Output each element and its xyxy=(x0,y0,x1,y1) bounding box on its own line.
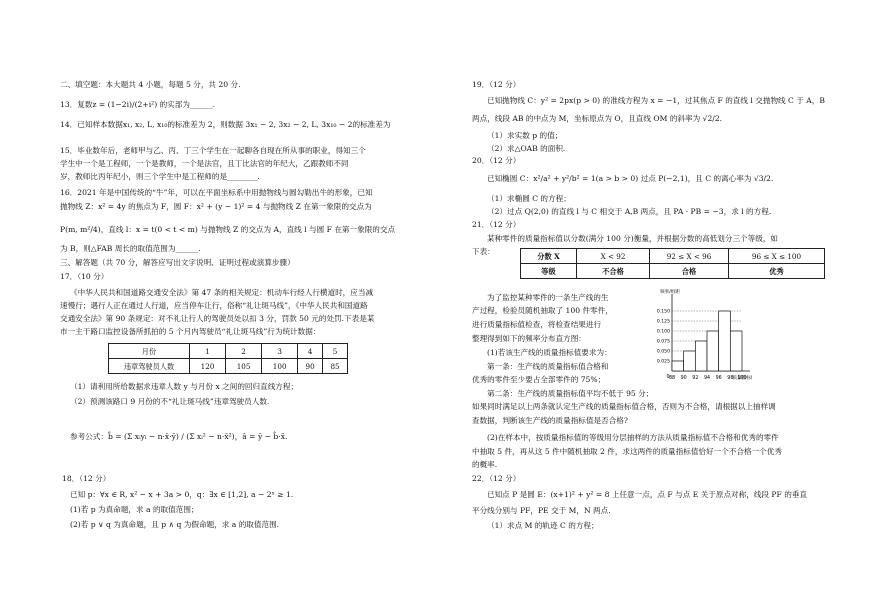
question-21-rest6: 的概率. xyxy=(472,460,498,469)
question-17-line1: 《中华人民共和国道路交通安全法》第 47 条的相关规定：机动车行经人行横道时，应当减 xyxy=(70,288,374,297)
question-14: 14．已知样本数据x₁, x₂, L, x₁₀的标准差为 2，则数据 3x₁ − 2, 3x₂ − 2, L, 3x₁₀ − 2的标准差为 xyxy=(60,120,391,129)
question-21-rest4: (2)在样本中，按质量指标值的等级用分层抽样的方法从质量指标值不合格和优秀的零件 xyxy=(487,433,779,442)
y-axis-label: 频率/组距 xyxy=(660,290,680,295)
y-tick-label: 0.125 xyxy=(656,319,670,325)
table-row xyxy=(521,264,825,279)
table-row xyxy=(521,249,825,264)
table-cell: 120 xyxy=(190,359,226,374)
table-cell: 2 xyxy=(226,344,262,359)
frequency-histogram xyxy=(646,288,752,384)
histogram-bar xyxy=(672,361,684,371)
table-cell: 5 xyxy=(323,344,348,359)
question-22-heading: 22．（12 分） xyxy=(472,474,521,483)
question-17-sub2: （2）预测该路口 9 月份的不“礼让斑马线”违章驾驶员人数. xyxy=(70,397,270,406)
origin-label: 0 xyxy=(666,375,670,380)
question-21-line2: 下表： xyxy=(472,247,495,256)
question-15-line3: 岁，教师比丙年纪小，则三个学生中是工程师的是________. xyxy=(60,172,260,181)
histogram-bar xyxy=(684,351,696,371)
question-17-line2: 速慢行；遇行人正在通过人行道，应当停车让行，俗称“礼让斑马线”，《中华人民共和国道路 xyxy=(60,301,368,310)
x-tick-label: 90 xyxy=(680,376,687,381)
table-cell: 100 xyxy=(262,359,298,374)
question-21-rest2: 如果同时满足以上两条就认定生产线的质量指标值合格，否则为不合格，请根据以上抽样调 xyxy=(472,402,776,411)
y-tick-label: 0.150 xyxy=(656,309,670,315)
formula-label: 参考公式： xyxy=(70,432,108,441)
question-16-line4: 为 B，则△FAB 周长的取值范围为______. xyxy=(60,244,201,253)
histogram-bar xyxy=(707,331,719,371)
histogram-svg xyxy=(646,288,752,384)
table-cell: 等级 xyxy=(521,264,577,279)
question-15-line2: 学生中一个是工程师，一个是教师，一个是法官，且丁比法官的年纪大，乙跟教师不同 xyxy=(60,159,349,168)
question-21-line1: 某种零件的质量指标值以分数(满分 100 分)衡量，并根据分数的高低划分三个等级，如 xyxy=(487,234,779,243)
question-18-line3: (2)若 p ∨ q 为真命题，且 p ∧ q 为假命题，求 a 的取值范围. xyxy=(70,520,280,529)
table-row xyxy=(109,344,348,359)
question-18-line1: 已知 p：∀x ∈ R, x² − x + 3a > 0，q：∃x ∈ [1,2], a − 2ˣ ≥ 1. xyxy=(70,490,294,499)
question-21-para3: 进行质量指标值检查，将检查结果进行 xyxy=(472,320,602,329)
question-21-para6: 第一条：生产线的质量指标值合格和 xyxy=(487,362,609,371)
question-17-heading: 17．（10 分） xyxy=(60,272,109,281)
question-22-line1: 已知点 P 是圆 E：(x+1)² + y² = 8 上任意一点，点 F 与点 E 关于原点对称，线段 PF 的垂直 xyxy=(487,490,808,499)
x-tick-label: 88 xyxy=(668,376,676,381)
x-tick-label: 96 xyxy=(715,376,722,381)
question-19-line2: 两点，线段 AB 的中点为 M，坐标原点为 O，且直线 OM 的斜率为 √2/2. xyxy=(472,114,723,123)
table-cell: 92 ≤ X < 96 xyxy=(650,249,729,264)
question-21-para1: 为了监控某种零件的一条生产线的生 xyxy=(487,293,609,302)
x-tick-label: 100 xyxy=(737,376,747,381)
question-22-line2: 平分线分别与 PF，PE 交于 M，N 两点. xyxy=(472,506,611,515)
question-19-heading: 19．（12 分） xyxy=(472,80,521,89)
question-20-heading: 20．（12 分） xyxy=(472,156,521,165)
question-21-heading: 21．（12 分） xyxy=(472,220,521,229)
y-tick-label: 0.100 xyxy=(656,329,670,335)
question-19-line1: 已知抛物线 C：y² = 2px(p > 0) 的准线方程为 x = −1，过其焦点 F 的直线 l 交抛物线 C 于 A，B xyxy=(487,96,825,105)
question-16-line2: 抛物线 Z：x² = 4y 的焦点为 F，圆 F：x² + (y − 1)² = 4 与抛物线 Z 在第一象限的交点为 xyxy=(60,202,372,211)
question-20-line3: （2）过点 Q(2,0) 的直线 l 与 C 相交于 A,B 两点，且 PA · PB = −3，求 l 的方程. xyxy=(487,207,772,216)
question-17-sub1: （1）请利用所给数据求违章人数 y 与月份 x 之间的回归直线方程； xyxy=(70,382,299,391)
table-cell: 96 ≤ X ≤ 100 xyxy=(729,249,825,264)
question-21-rest3: 查数据，判断该生产线的质量指标值是否合格? xyxy=(472,416,628,425)
table-cell: 不合格 xyxy=(577,264,650,279)
question-21-para7: 优秀的零件至少要占全部零件的 75%； xyxy=(472,375,606,384)
question-20-line2: （1）求椭圆 C 的方程； xyxy=(487,194,571,203)
table-row xyxy=(109,359,348,374)
y-tick-label: 0.050 xyxy=(656,349,670,355)
question-17-line4: 市一主干路口监控设备所抓拍的 5 个月内驾驶员“礼让斑马线”行为统计数据： xyxy=(60,327,321,336)
table-cell: 合格 xyxy=(650,264,729,279)
histogram-bar xyxy=(730,331,742,371)
question-21-para5: (1)若该生产线的质量指标值要求为： xyxy=(487,348,612,357)
question-15-line1: 15．毕业数年后，老师甲与乙、丙、丁三个学生在一起聊各自现在所从事的职业，得知三个 xyxy=(60,146,366,155)
question-18-heading: 18．（12 分） xyxy=(62,474,111,483)
question-18-line2: (1)若 p 为真命题，求 a 的取值范围； xyxy=(70,505,199,514)
table-cell: 90 xyxy=(298,359,323,374)
question-21-para4: 整理得到如下的频率分布直方图： xyxy=(472,334,586,343)
table-cell: 月份 xyxy=(109,344,190,359)
table-cell: 1 xyxy=(190,344,226,359)
table-cell: 85 xyxy=(323,359,348,374)
histogram-bar xyxy=(695,341,707,371)
x-axis-label: 质量指标 xyxy=(732,376,751,381)
x-tick-label: 98 xyxy=(727,376,734,381)
histogram-bar xyxy=(719,311,731,371)
x-tick-label: 92 xyxy=(692,376,699,381)
question-17-line3: 交通安全法》第 90 条规定：对不礼让行人的驾驶员处以扣 3 分，罚款 50 元的处罚.下表是某 xyxy=(60,314,375,323)
solve-header: 三、解答题（共 70 分，解答应写出文字说明、证明过程或演算步骤） xyxy=(60,258,295,267)
table-cell: 4 xyxy=(298,344,323,359)
table-cell: 105 xyxy=(226,359,262,374)
table-cell: 分数 X xyxy=(521,249,577,264)
question-16-line3: P(m, m²/4)，直线 l：x = t(0 < t < m) 与抛物线 Z 的交点为 A，直线 l 与圆 F 在第一象限的交点 xyxy=(60,225,396,234)
question-20-line1: 已知椭圆 C：x²/a² + y²/b² = 1(a > b > 0) 过点 P(−2,1)，且 C 的离心率为 √3/2. xyxy=(487,174,774,183)
question-19-line4: （2）求△OAB 的面积. xyxy=(487,144,566,153)
x-tick-label: 94 xyxy=(703,376,711,381)
regression-formula: b̂ = (Σ xᵢyᵢ − n·x̄·ȳ) / (Σ xᵢ² − n·x̄²)，â = ȳ − b̂·x̄. xyxy=(108,432,288,441)
question-16-line1: 16．2021 年是中国传统的“牛”年，可以在平面坐标系中用抛物线与圆勾勒出牛的形象，已知 xyxy=(60,188,373,197)
table-cell: 违章驾驶员人数 xyxy=(109,359,190,374)
question-13: 13．复数z = (1−2i)/(2+i²) 的实部为______. xyxy=(60,100,216,109)
table-cell: 优秀 xyxy=(729,264,825,279)
grade-table xyxy=(520,248,825,279)
table-cell: X < 92 xyxy=(577,249,650,264)
violation-table xyxy=(108,343,348,374)
question-21-rest5: 中抽取 5 件，再从这 5 件中随机抽取 2 件，求这两件的质量指标值恰好一个不合格一个优秀 xyxy=(472,447,782,456)
table-cell: 3 xyxy=(262,344,298,359)
question-21-para2: 产过程，检验员随机抽取了 100 件零件， xyxy=(472,306,613,315)
question-22-line3: （1）求点 M 的轨迹 C 的方程； xyxy=(487,521,599,530)
y-tick-label: 0.025 xyxy=(656,359,670,365)
fill-in-header: 二、填空题：本大题共 4 小题，每题 5 分，共 20 分. xyxy=(60,80,241,89)
question-19-line3: （1）求实数 p 的值； xyxy=(487,131,563,140)
y-tick-label: 0.075 xyxy=(656,339,670,345)
question-21-rest1: 第二条：生产线的质量指标值平均不低于 95 分； xyxy=(487,389,654,398)
